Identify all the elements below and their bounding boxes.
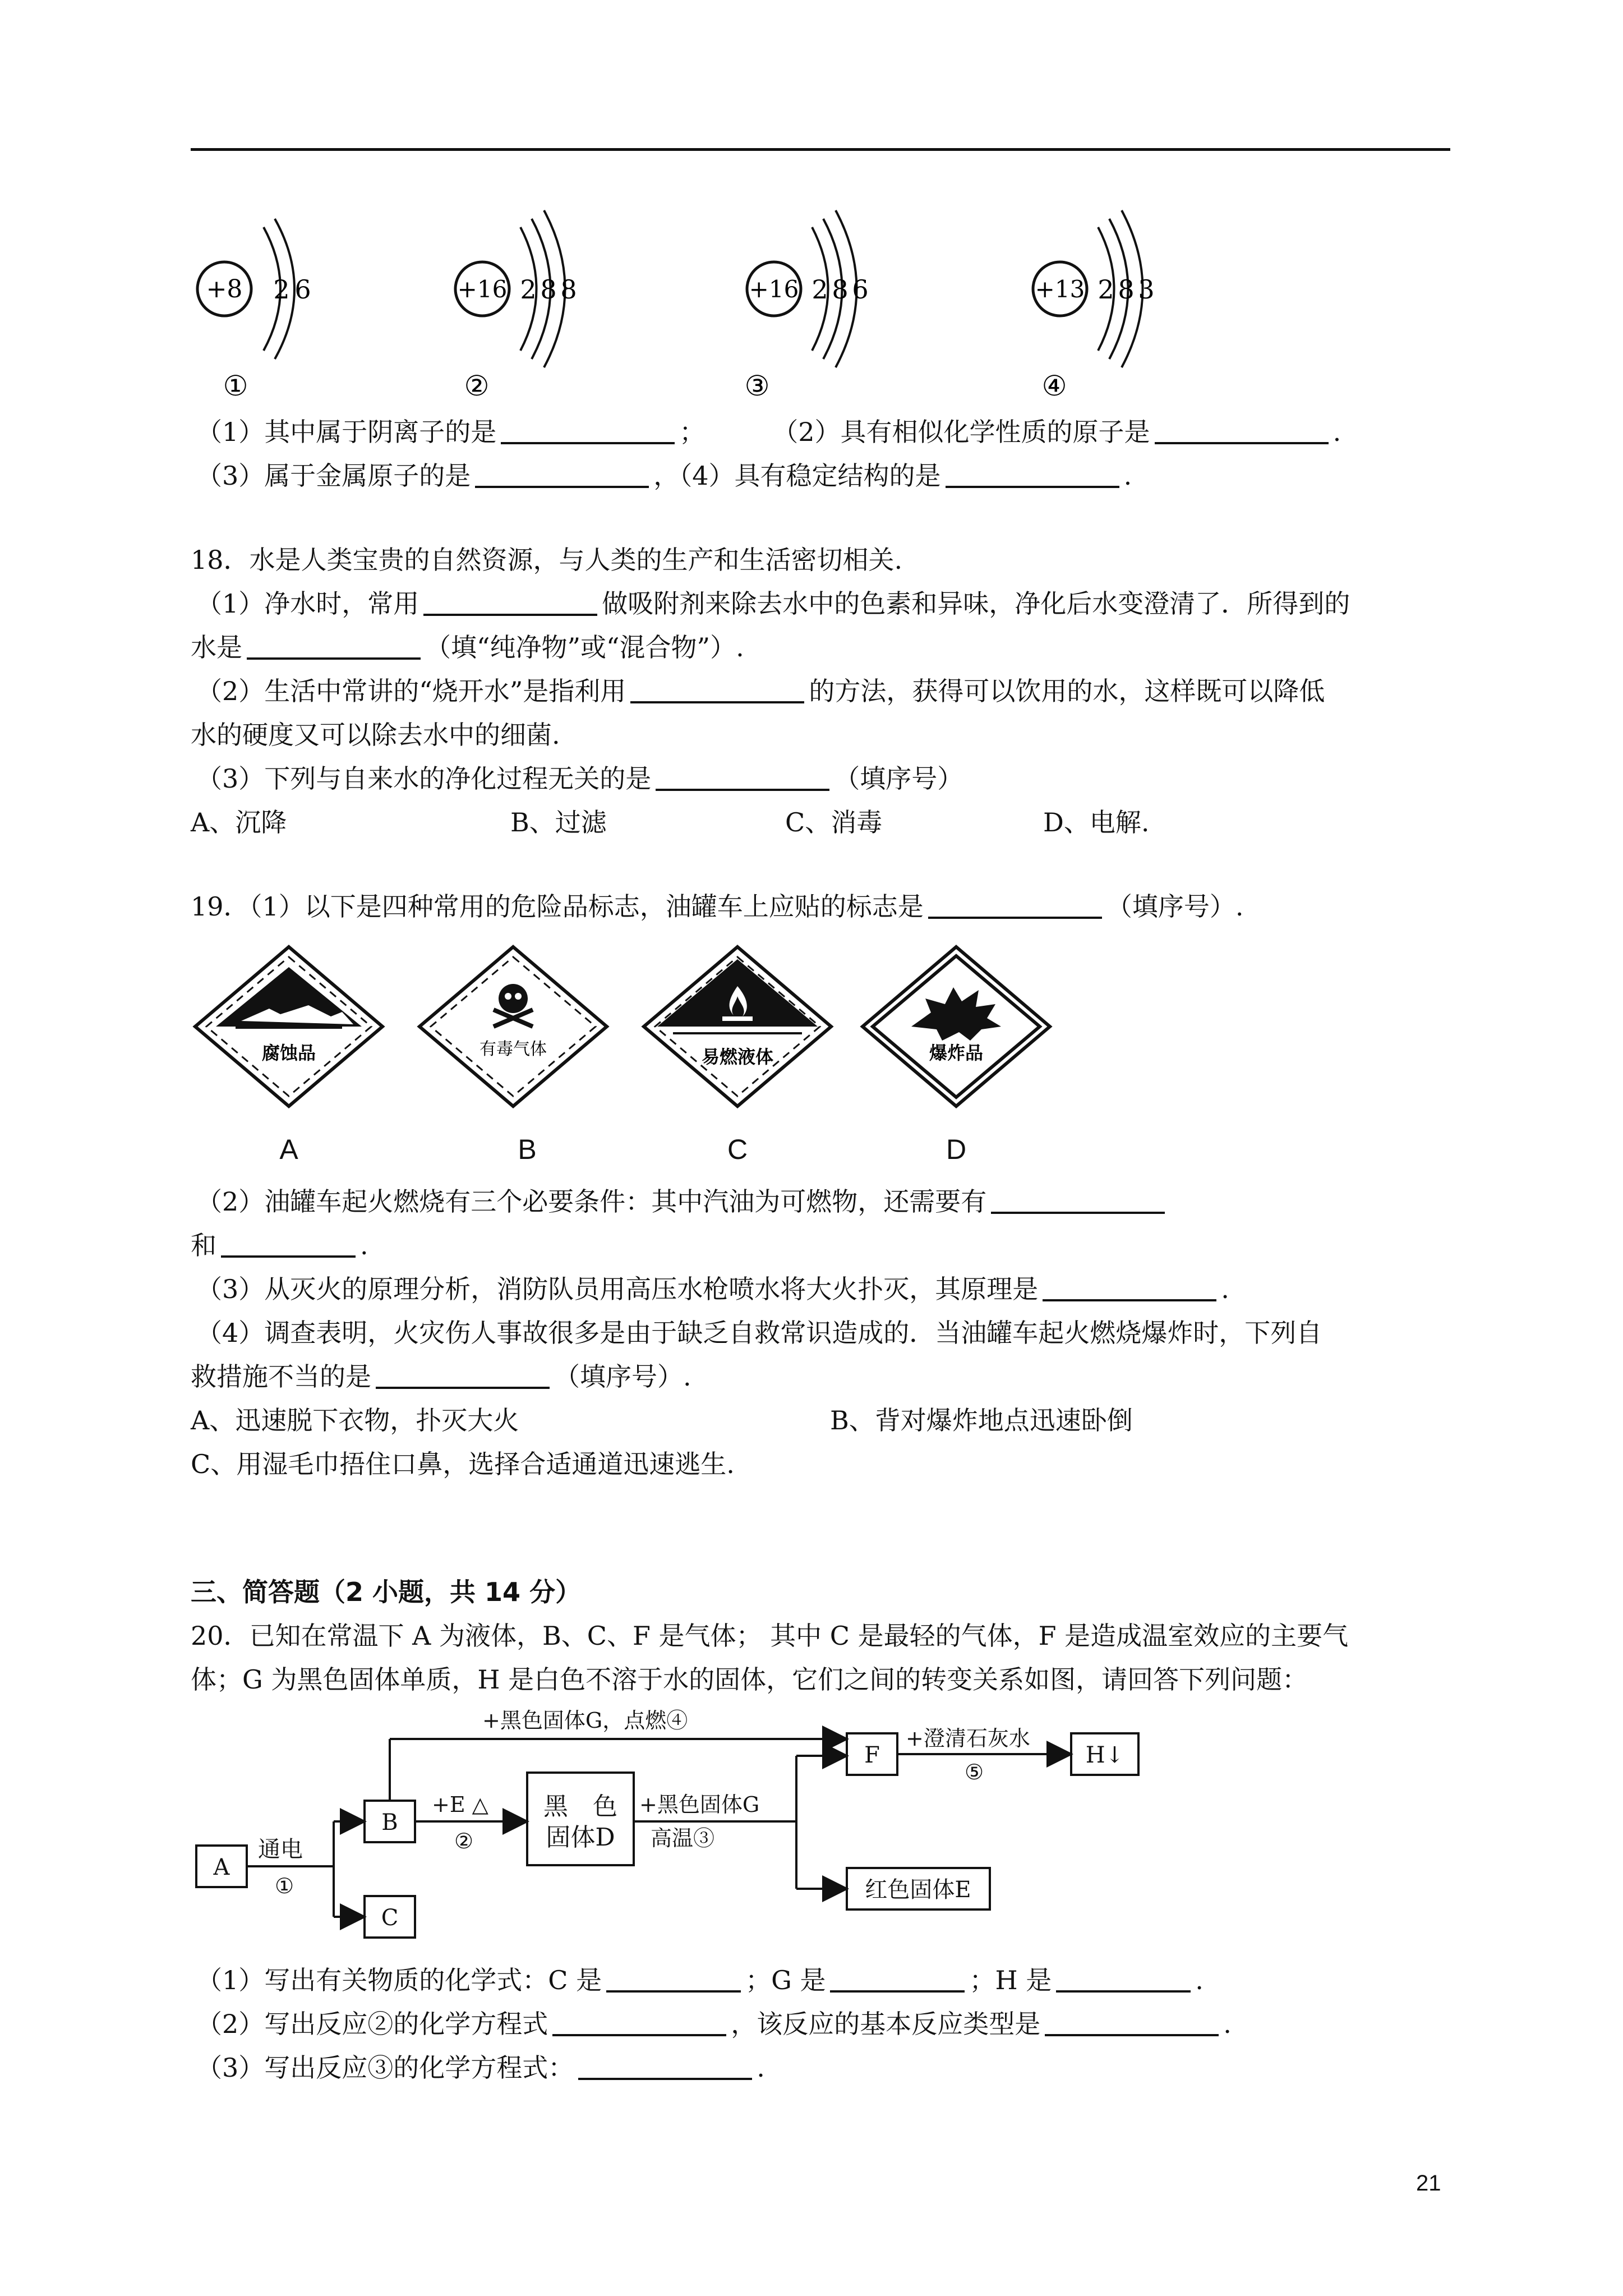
- atom-3-shell-2: 8: [832, 274, 849, 305]
- node-a: A: [213, 1855, 230, 1880]
- atom-1: [197, 219, 311, 402]
- q19-text: （填序号）.: [554, 1361, 691, 1392]
- q18-option-d: D、电解.: [1043, 807, 1150, 838]
- atom-3-shell-1: 2: [811, 274, 828, 305]
- sign-flammable-liquid: [644, 947, 831, 1106]
- sign-explosive-text: 爆炸品: [929, 1042, 984, 1064]
- sign-flammable-text: 易燃液体: [701, 1046, 774, 1068]
- atom-4-label: ④: [1041, 370, 1067, 402]
- atom-1-shell-2: 6: [294, 274, 311, 305]
- q20-intro-1: 20．已知在常温下 A 为液体，B、C、F 是气体； 其中 C 是最轻的气体，F 是造成温室效应的主要气: [191, 1621, 1349, 1651]
- sign-toxic-text: 有毒气体: [479, 1039, 547, 1059]
- q18-intro: 18．水是人类宝贵的自然资源，与人类的生产和生活密切相关.: [191, 545, 903, 575]
- q19-line-3: [191, 1228, 368, 1262]
- q17-part-2-text: （2）具有相似化学性质的原子是: [772, 417, 1150, 447]
- atom-3-shell-3: 6: [852, 274, 869, 305]
- node-c: C: [381, 1905, 399, 1931]
- punctuation: .: [360, 1230, 368, 1260]
- q19-text: （3）从灭火的原理分析，消防队员用高压水枪喷水将大火扑灭，其原理是: [196, 1274, 1039, 1304]
- atom-1-shell-1: 2: [273, 274, 290, 305]
- answer-blank[interactable]: [552, 2012, 726, 2036]
- sign-letter-a: A: [279, 1134, 298, 1165]
- atom-2-shell-3: 8: [560, 274, 577, 305]
- q18-text: 水是: [191, 632, 242, 662]
- answer-blank[interactable]: [630, 679, 804, 703]
- node-d-line-2: 固体D: [546, 1823, 615, 1852]
- sign-corrosive: [195, 947, 382, 1106]
- hazard-signs: [191, 942, 1066, 1116]
- answer-blank[interactable]: [501, 420, 675, 444]
- q19-text: 救措施不当的是: [191, 1361, 371, 1392]
- skull-icon: [499, 984, 528, 1013]
- answer-blank[interactable]: [376, 1364, 550, 1389]
- punctuation: .: [1195, 1965, 1204, 1995]
- q19-option-b: B、背对爆炸地点迅速卧倒: [830, 1405, 1133, 1435]
- q18-line-4: 水的硬度又可以除去水中的细菌.: [191, 720, 560, 750]
- q19-option-a: A、迅速脱下衣物，扑灭大火: [191, 1405, 519, 1435]
- answer-blank[interactable]: [656, 766, 829, 791]
- atom-4-shell-3: 3: [1138, 274, 1155, 305]
- q17-line-2: [196, 459, 1132, 493]
- node-d-line-1: 黑 色: [543, 1792, 617, 1821]
- sign-letter-c: C: [727, 1134, 748, 1165]
- node-b: B: [381, 1810, 398, 1835]
- answer-blank[interactable]: [1043, 1277, 1216, 1301]
- label-f-to-h-2: ⑤: [965, 1760, 984, 1784]
- label-top: +黑色固体G，点燃④: [482, 1708, 688, 1733]
- answer-blank[interactable]: [1155, 420, 1329, 444]
- header-rule: [191, 148, 1450, 151]
- q20-text: （2）写出反应②的化学方程式: [196, 2009, 548, 2039]
- node-f: F: [864, 1742, 880, 1768]
- atom-4-nucleus: +13: [1035, 275, 1085, 303]
- atom-2: [455, 210, 577, 402]
- sign-letter-b: B: [518, 1134, 537, 1165]
- punctuation: .: [1123, 461, 1132, 491]
- q17-part-4-text: ，（4）具有稳定结构的是: [653, 461, 941, 491]
- sign-explosive: [863, 947, 1050, 1106]
- q18-text: （填“纯净物”或“混合物”）.: [425, 632, 744, 662]
- punctuation: .: [1221, 1274, 1229, 1304]
- q17-line-1: [196, 415, 1341, 449]
- q19-text: （填序号）.: [1106, 891, 1244, 922]
- q19-text: （2）油罐车起火燃烧有三个必要条件：其中汽油为可燃物，还需要有: [196, 1186, 987, 1217]
- q18-text: （1）净水时，常用: [196, 588, 419, 619]
- q20-line-2: [196, 2007, 1232, 2041]
- node-e: 红色固体E: [865, 1877, 971, 1903]
- q17-part-3-text: （3）属于金属原子的是: [196, 461, 471, 491]
- q20-line-3: [196, 2051, 765, 2085]
- atom-structure-diagrams: [185, 202, 1307, 409]
- q18-option-a: A、沉降: [191, 807, 287, 838]
- atom-3-nucleus: +16: [749, 275, 799, 303]
- q20-text: ；G 是: [745, 1965, 826, 1995]
- answer-blank[interactable]: [991, 1189, 1165, 1214]
- atom-1-label: ①: [223, 370, 248, 402]
- q18-text: （2）生活中常讲的“烧开水”是指利用: [196, 676, 626, 706]
- label-a-2: ①: [275, 1874, 294, 1898]
- atom-2-label: ②: [464, 370, 490, 402]
- sign-toxic-gas: [419, 947, 607, 1106]
- punctuation: .: [1223, 2009, 1232, 2039]
- punctuation: ；: [679, 417, 706, 447]
- q18-line-3: [196, 674, 1325, 708]
- q17-part-1-text: （1）其中属于阴离子的是: [196, 417, 497, 447]
- q19-line-5: （4）调查表明，火灾伤人事故很多是由于缺乏自救常识造成的．当油罐车起火燃烧爆炸时，下列自: [196, 1318, 1322, 1348]
- atom-3-label: ③: [744, 370, 770, 402]
- atom-4-shell-2: 8: [1118, 274, 1135, 305]
- answer-blank[interactable]: [830, 1968, 965, 1993]
- atom-1-nucleus: +8: [206, 275, 243, 303]
- label-b-to-d-2: ②: [454, 1829, 474, 1853]
- label-d-to-f-2: 高温③: [651, 1826, 715, 1851]
- q18-line-2: [191, 631, 744, 664]
- q18-text: 的方法，获得可以饮用的水，这样既可以降低: [809, 676, 1325, 706]
- answer-blank[interactable]: [247, 635, 421, 660]
- q18-text: 做吸附剂来除去水中的色素和异味，净化后水变澄清了．所得到的: [602, 588, 1350, 619]
- punctuation: .: [1332, 417, 1341, 447]
- answer-blank[interactable]: [946, 463, 1119, 488]
- q20-line-1: [196, 1963, 1204, 1997]
- answer-blank[interactable]: [578, 2055, 752, 2080]
- sign-letter-d: D: [946, 1134, 967, 1165]
- q20-text: ；H 是: [969, 1965, 1052, 1995]
- q20-text: （1）写出有关物质的化学式：C 是: [196, 1965, 602, 1995]
- atom-2-shell-1: 2: [520, 274, 537, 305]
- sign-corrosive-text: 腐蚀品: [261, 1042, 316, 1064]
- answer-blank[interactable]: [221, 1233, 356, 1258]
- q19-text: 19．（1）以下是四种常用的危险品标志，油罐车上应贴的标志是: [191, 891, 924, 922]
- q20-text: ，该反应的基本反应类型是: [731, 2009, 1041, 2039]
- answer-blank[interactable]: [1056, 1968, 1191, 1993]
- page-number: 21: [1416, 2171, 1441, 2196]
- conversion-flow-diagram: [191, 1705, 1178, 1958]
- atom-4-shell-1: 2: [1098, 274, 1114, 305]
- atom-2-nucleus: +16: [457, 275, 508, 303]
- answer-blank[interactable]: [423, 591, 597, 616]
- answer-blank[interactable]: [475, 463, 649, 488]
- node-h: H↓: [1085, 1742, 1124, 1768]
- q19-line-2: [196, 1185, 1169, 1218]
- section-heading: 三、简答题（2 小题，共 14 分）: [191, 1577, 582, 1607]
- q18-line-5: [196, 762, 963, 795]
- atom-4: [1033, 210, 1155, 402]
- q20-intro-2: 体；G 为黑色固体单质，H 是白色不溶于水的固体，它们之间的转变关系如图，请回答下列问题：: [191, 1664, 1308, 1695]
- q19-option-c: C、用湿毛巾捂住口鼻，选择合适通道迅速逃生.: [191, 1449, 735, 1479]
- answer-blank[interactable]: [928, 894, 1102, 919]
- q19-text: 和: [191, 1230, 216, 1260]
- q20-text: （3）写出反应③的化学方程式：: [196, 2053, 574, 2083]
- q18-line-1: [196, 587, 1350, 620]
- q18-option-b: B、过滤: [510, 807, 607, 838]
- q18-text: （填序号）: [834, 763, 963, 794]
- punctuation: .: [757, 2053, 765, 2083]
- label-f-to-h-1: +澄清石灰水: [906, 1726, 1030, 1751]
- q18-text: （3）下列与自来水的净化过程无关的是: [196, 763, 652, 794]
- answer-blank[interactable]: [1045, 2012, 1219, 2036]
- label-d-to-f-1: +黑色固体G: [639, 1792, 760, 1817]
- answer-blank[interactable]: [606, 1968, 741, 1993]
- atom-2-shell-2: 8: [540, 274, 557, 305]
- q19-line-4: [196, 1272, 1229, 1306]
- label-a-1: 通电: [258, 1837, 303, 1862]
- q19-line-6: [191, 1360, 691, 1393]
- label-b-to-d-1: +E △: [432, 1792, 488, 1817]
- q19-line-1: [191, 890, 1243, 923]
- atom-3: [745, 210, 869, 402]
- q18-option-c: C、消毒: [785, 807, 883, 838]
